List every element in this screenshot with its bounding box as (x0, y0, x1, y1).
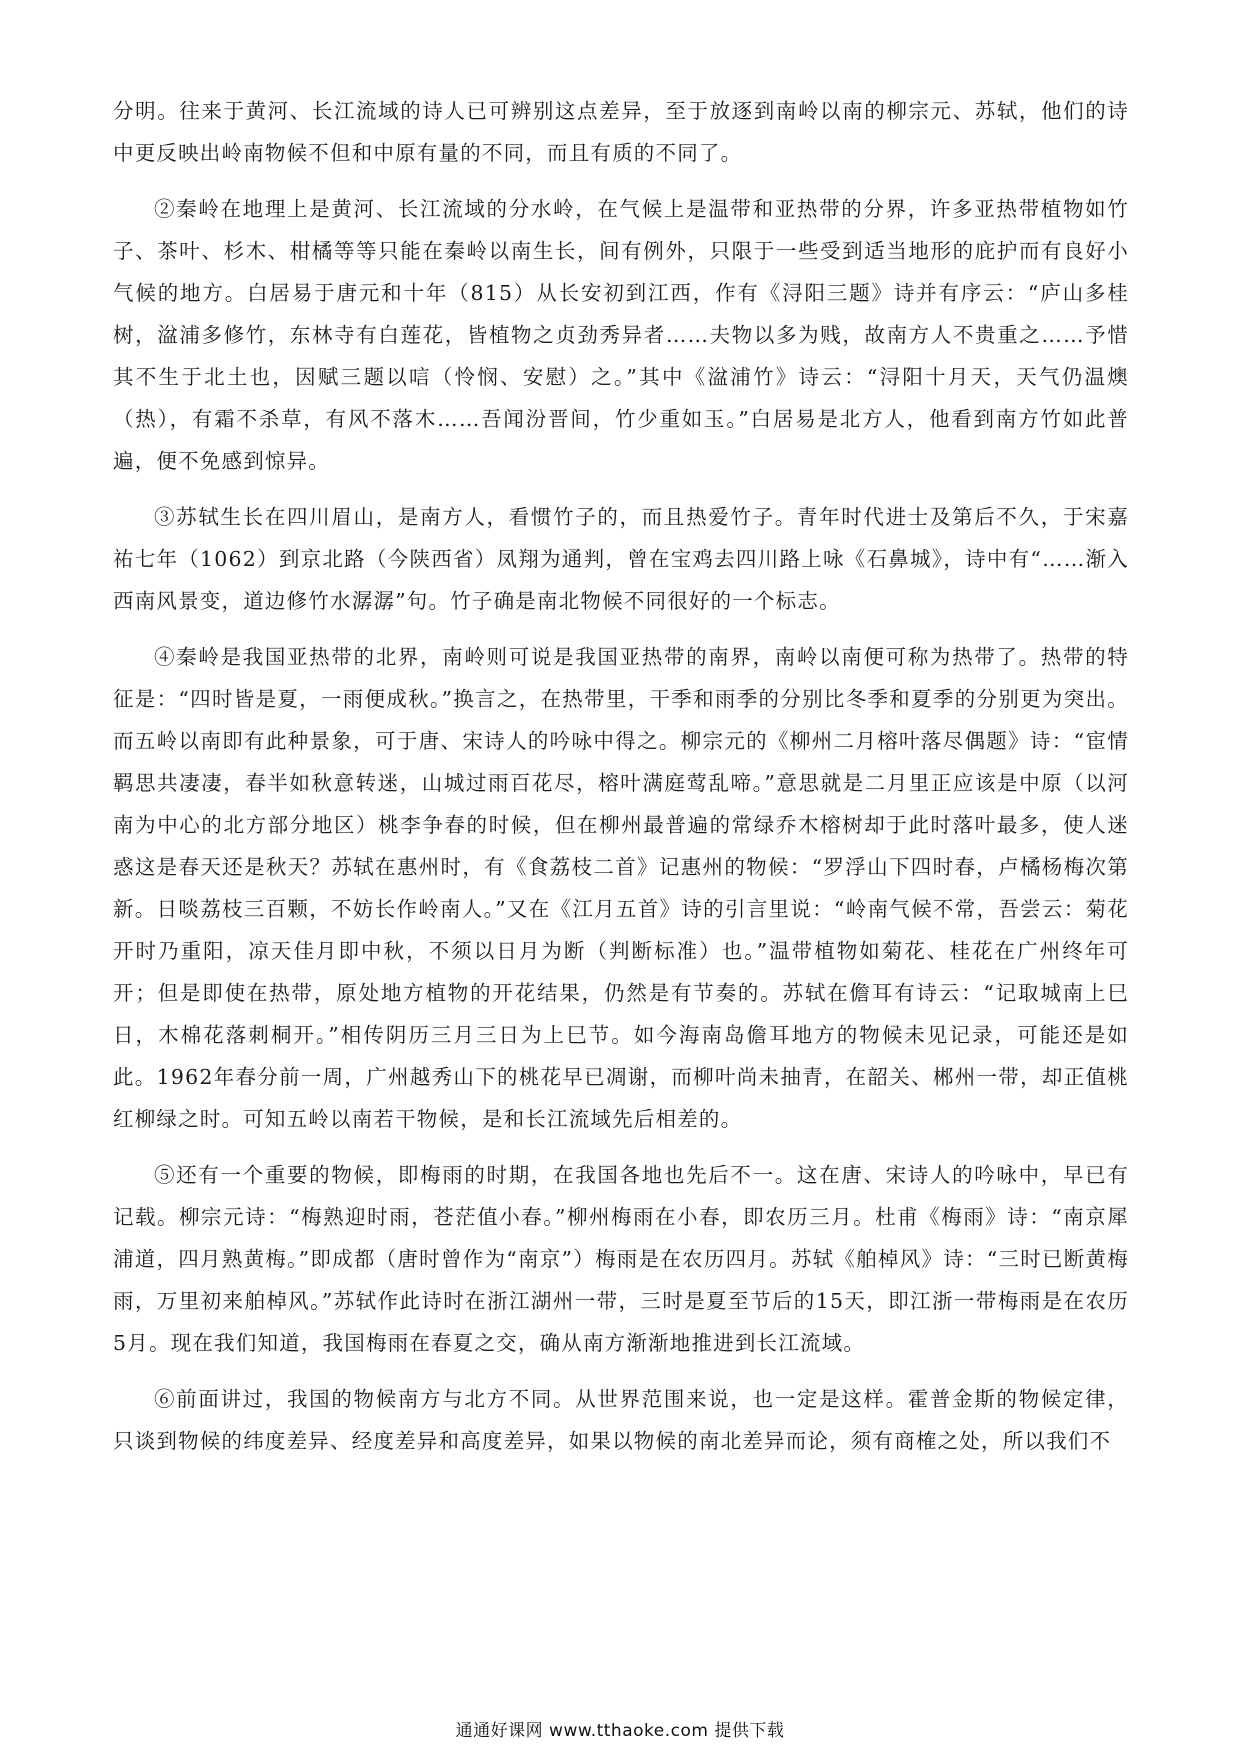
page-footer: 通通好课网 www.tthaoke.com 提供下载 (455, 1721, 785, 1741)
paragraph-6: ⑥前面讲过，我国的物候南方与北方不同。从世界范围来说，也一定是这样。霍普金斯的物候定律，只谈到物候的纬度差异、经度差异和高度差异，如果以物候的南北差异而论，须有商榷之处，所以我们不 (113, 1387, 1129, 1453)
paragraph-5: ⑤还有一个重要的物候，即梅雨的时期，在我国各地也先后不一。这在唐、宋诗人的吟咏中，早已有记载。柳宗元诗：“梅熟迎时雨，苍茫值小春。”柳州梅雨在小春，即农历三月。杜甫《梅雨》诗：“南京犀浦道，四月熟黄梅。”即成都（唐时曾作为“南京”）梅雨是在农历四月。苏轼《舶棹风》诗：“三时已断黄梅雨，万里初来舶棹风。”苏轼作此诗时在浙江湖州一带，三时是夏至节后的15天，即江浙一带梅雨是在农历5月。现在我们知道，我国梅雨在春夏之交，确从南方渐渐地推进到长江流域。 (113, 1163, 1129, 1355)
paragraph-continued: 分明。往来于黄河、长江流域的诗人已可辨别这点差异，至于放逐到南岭以南的柳宗元、苏轼，他们的诗中更反映出岭南物候不但和中原有量的不同，而且有质的不同了。 (113, 99, 1129, 165)
paragraph-3: ③苏轼生长在四川眉山，是南方人，看惯竹子的，而且热爱竹子。青年时代进士及第后不久，于宋嘉祐七年（1062）到京北路（今陕西省）凤翔为通判，曾在宝鸡去四川路上咏《石鼻城》，诗中有“……渐入西南风景变，道边修竹水潺潺”句。竹子确是南北物候不同很好的一个标志。 (113, 505, 1129, 613)
paragraph-2: ②秦岭在地理上是黄河、长江流域的分水岭，在气候上是温带和亚热带的分界，许多亚热带植物如竹子、茶叶、杉木、柑橘等等只能在秦岭以南生长，间有例外，只限于一些受到适当地形的庇护而有良好小气候的地方。白居易于唐元和十年（815）从长安初到江西，作有《浔阳三题》诗并有序云：“庐山多桂树，湓浦多修竹，东林寺有白莲花，皆植物之贞劲秀异者……夫物以多为贱，故南方人不贵重之……予惜其不生于北土也，因赋三题以唁（怜悯、安慰）之。”其中《湓浦竹》诗云：“浔阳十月天，天气仍温燠（热），有霜不杀草，有风不落木……吾闻汾晋间，竹少重如玉。”白居易是北方人，他看到南方竹如此普遍，便不免感到惊异。 (113, 197, 1129, 473)
paragraph-4: ④秦岭是我国亚热带的北界，南岭则可说是我国亚热带的南界，南岭以南便可称为热带了。热带的特征是：“四时皆是夏，一雨便成秋。”换言之，在热带里，干季和雨季的分别比冬季和夏季的分别更为突出。而五岭以南即有此种景象，可于唐、宋诗人的吟咏中得之。柳宗元的《柳州二月榕叶落尽偶题》诗：“宦情羁思共凄凄，春半如秋意转迷，山城过雨百花尽，榕叶满庭莺乱啼。”意思就是二月里正应该是中原（以河南为中心的北方部分地区）桃李争春的时候，但在柳州最普遍的常绿乔木榕树却于此时落叶最多，使人迷惑这是春天还是秋天？苏轼在惠州时，有《食荔枝二首》记惠州的物候：“罗浮山下四时春，卢橘杨梅次第新。日啖荔枝三百颗，不妨长作岭南人。”又在《江月五首》诗的引言里说：“岭南气候不常，吾尝云：菊花开时乃重阳，凉天佳月即中秋，不须以日月为断（判断标准）也。”温带植物如菊花、桂花在广州终年可开；但是即使在热带，原处地方植物的开花结果，仍然是有节奏的。苏轼在儋耳有诗云：“记取城南上巳日，木棉花落刺桐开。”相传阴历三月三日为上巳节。如今海南岛儋耳地方的物候未见记录，可能还是如此。1962年春分前一周，广州越秀山下的桃花早已凋谢，而柳叶尚未抽青，在韶关、郴州一带，却正值桃红柳绿之时。可知五岭以南若干物候，是和长江流域先后相差的。 (113, 645, 1129, 1131)
document-body (113, 90, 1129, 1476)
